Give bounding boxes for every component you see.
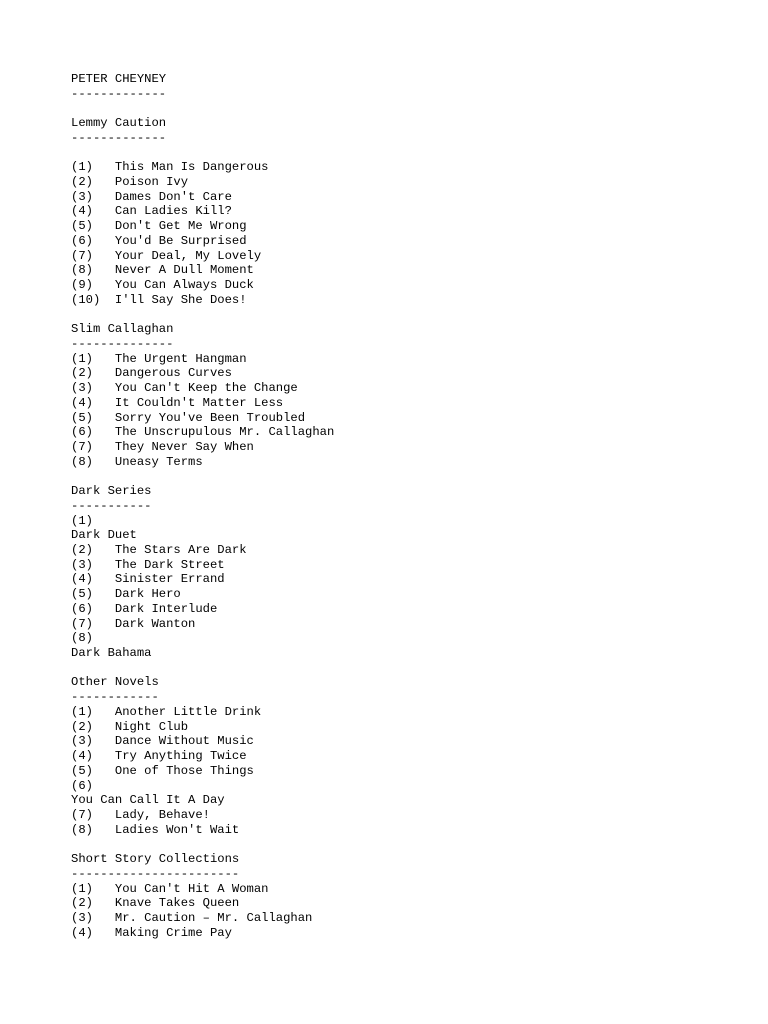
text-line: (3) Dames Don't Care	[71, 189, 232, 204]
text-line: (8) Never A Dull Moment	[71, 263, 254, 278]
text-line: (6) You'd Be Surprised	[71, 233, 247, 248]
text-line: (3) Mr. Caution – Mr. Callaghan	[71, 910, 313, 925]
text-line: (6) Dark Interlude	[71, 601, 218, 616]
text-line: (8) Uneasy Terms	[71, 454, 203, 469]
text-line: (4) Making Crime Pay	[71, 925, 232, 940]
text-line: -----------	[71, 498, 152, 513]
text-line: -----------------------	[71, 866, 240, 881]
text-line: --------------	[71, 336, 174, 351]
text-line: (7) Dark Wanton	[71, 616, 196, 631]
text-line: (9) You Can Always Duck	[71, 278, 254, 293]
text-line: -------------	[71, 130, 167, 145]
text-line: (2) Poison Ivy	[71, 175, 189, 190]
text-line: (4) Sinister Errand	[71, 572, 225, 587]
text-line: (5) Sorry You've Been Troubled	[71, 410, 306, 425]
text-line: (1) Another Little Drink	[71, 704, 262, 719]
text-line: (10) I'll Say She Does!	[71, 292, 247, 307]
blank-line	[71, 661, 751, 676]
text-line: (6)	[71, 778, 93, 793]
text-line: (1) The Urgent Hangman	[71, 351, 247, 366]
text-line: ------------	[71, 690, 159, 705]
blank-line	[71, 308, 751, 323]
text-line: (7) Lady, Behave!	[71, 807, 210, 822]
text-line: Dark Series	[71, 484, 152, 499]
text-line: (8)	[71, 631, 93, 646]
text-line: Short Story Collections	[71, 852, 240, 867]
text-line: (2) The Stars Are Dark	[71, 543, 247, 557]
text-line: (2) Night Club	[71, 719, 189, 734]
text-line: (3) Dance Without Music	[71, 734, 254, 749]
text-line: (2) Knave Takes Queen	[71, 896, 240, 911]
blank-line	[71, 469, 751, 484]
text-line: (7) They Never Say When	[71, 439, 254, 454]
text-line: Slim Callaghan	[71, 322, 174, 337]
text-line: (8) Ladies Won't Wait	[71, 822, 240, 837]
text-line: (5) One of Those Things	[71, 763, 254, 778]
text-line: (7) Your Deal, My Lovely	[71, 248, 262, 263]
text-line: PETER CHEYNEY	[71, 72, 167, 86]
text-line: (4) It Couldn't Matter Less	[71, 395, 284, 410]
text-line: (3) You Can't Keep the Change	[71, 381, 298, 396]
text-line: (1)	[71, 513, 93, 528]
text-line: (4) Can Ladies Kill?	[71, 204, 232, 219]
text-line: (6) The Unscrupulous Mr. Callaghan	[71, 425, 335, 440]
text-line: You Can Call It A Day	[71, 793, 225, 808]
text-line: (1) This Man Is Dangerous	[71, 160, 269, 175]
text-line: (5) Dark Hero	[71, 587, 181, 602]
text-line: (1) You Can't Hit A Woman	[71, 881, 269, 896]
blank-line	[71, 101, 751, 116]
text-line: Dark Bahama	[71, 646, 152, 661]
document-text	[71, 72, 751, 940]
text-line: (5) Don't Get Me Wrong	[71, 219, 247, 234]
blank-line	[71, 837, 751, 852]
text-line: Other Novels	[71, 675, 159, 690]
text-line: Dark Duet	[71, 528, 137, 543]
blank-line	[71, 146, 751, 161]
text-line: (4) Try Anything Twice	[71, 749, 247, 764]
text-line: Lemmy Caution	[71, 116, 167, 131]
text-line: (3) The Dark Street	[71, 557, 225, 572]
text-line: (2) Dangerous Curves	[71, 366, 232, 381]
text-line: -------------	[71, 86, 167, 101]
